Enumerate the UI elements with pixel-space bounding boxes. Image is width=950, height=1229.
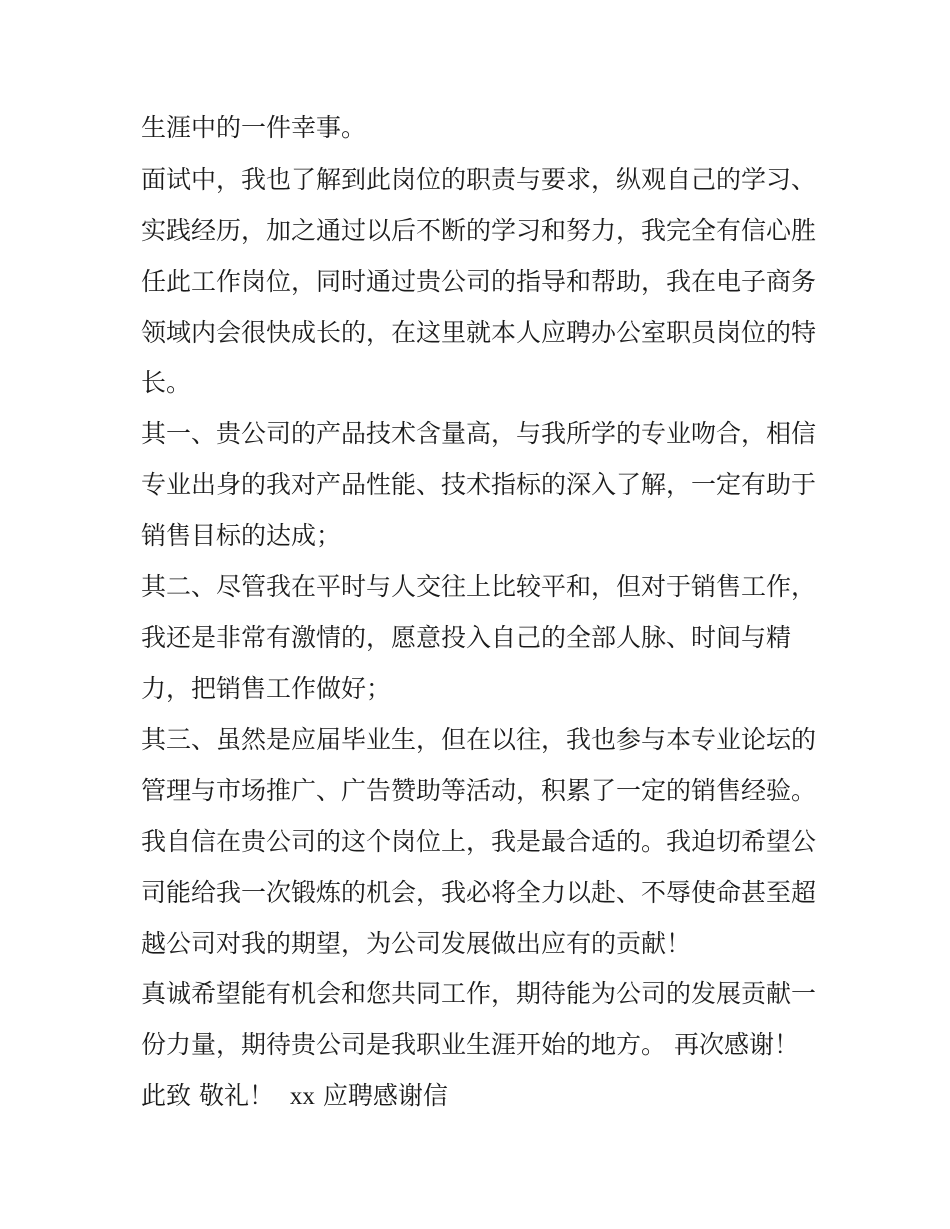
text-line: 销售目标的达成；	[141, 521, 342, 550]
text-line: 其三、虽然是应届毕业生，但在以往，我也参与本专业论坛的	[141, 725, 817, 754]
text-line: 我还是非常有激情的，愿意投入自己的全部人脉、时间与精	[141, 623, 792, 652]
text-line: 份力量，期待贵公司是我职业生涯开始的地方。 再次感谢！	[141, 1030, 799, 1059]
closing-xx: xx	[289, 1083, 315, 1110]
text-line: 面试中，我也了解到此岗位的职责与要求，纵观自己的学习、	[141, 165, 817, 194]
text-line: 司能给我一次锻炼的机会，我必将全力以赴、不辱使命甚至超	[141, 878, 817, 907]
text-line: 我自信在贵公司的这个岗位上，我是最合适的。我迫切希望公	[141, 827, 817, 856]
closing-title: 应聘感谢信	[322, 1081, 448, 1110]
closing-line	[141, 1078, 841, 1115]
text-line: 越公司对我的期望，为公司发展做出应有的贡献！	[141, 929, 692, 958]
text-line: 专业出身的我对产品性能、技术指标的深入了解，一定有助于	[141, 470, 817, 499]
text-line: 生涯中的一件幸事。	[141, 113, 367, 142]
closing-greeting: 此致 敬礼！	[141, 1081, 274, 1110]
text-line: 管理与市场推广、广告赞助等活动，积累了一定的销售经验。	[141, 776, 817, 805]
text-line: 任此工作岗位，同时通过贵公司的指导和帮助，我在电子商务	[141, 267, 817, 296]
text-line: 真诚希望能有机会和您共同工作，期待能为公司的发展贡献一	[141, 979, 817, 1008]
text-line: 实践经历，加之通过以后不断的学习和努力，我完全有信心胜	[141, 216, 817, 245]
text-line: 其二、尽管我在平时与人交往上比较平和，但对于销售工作，	[141, 572, 817, 601]
text-line: 领域内会很快成长的，在这里就本人应聘办公室职员岗位的特	[141, 318, 817, 347]
text-line: 其一、贵公司的产品技术含量高，与我所学的专业吻合，相信	[141, 419, 817, 448]
text-line: 力，把销售工作做好；	[141, 674, 392, 703]
text-line: 长。	[141, 368, 192, 397]
